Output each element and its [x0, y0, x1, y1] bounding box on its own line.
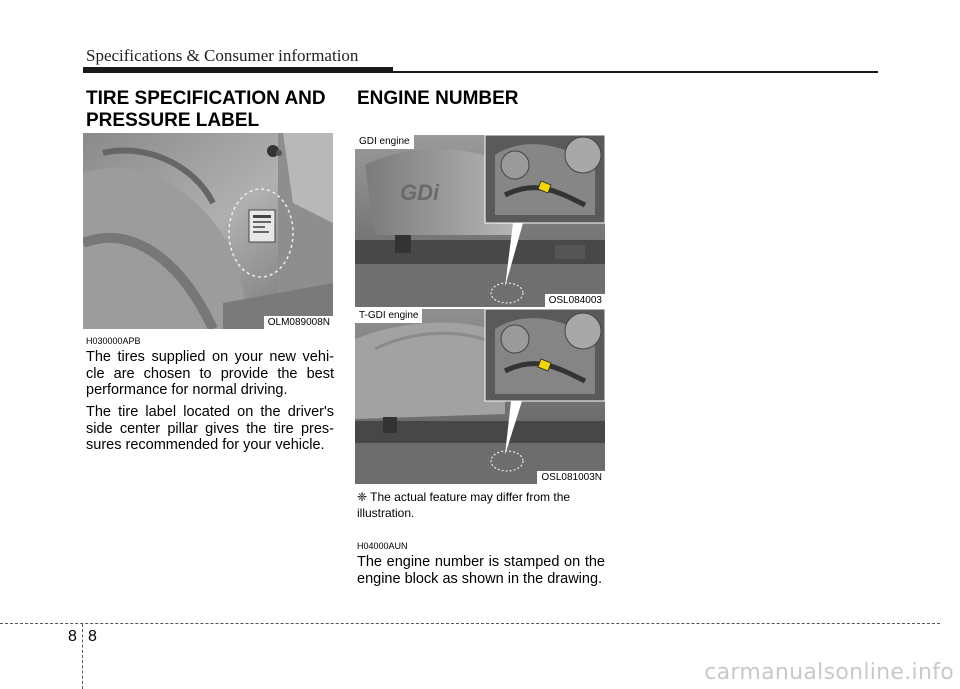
watermark: carmanualsonline.info	[704, 660, 954, 685]
engine-type-label: GDI engine	[355, 135, 414, 149]
photo-caption: OSL081003N	[537, 471, 605, 484]
header-rule-accent	[83, 67, 393, 72]
illustration-note: ❈ The actual feature may differ from the illustration.	[357, 490, 571, 520]
tgdi-engine-photo	[355, 309, 605, 484]
engine-type-label: T-GDI engine	[355, 309, 422, 323]
door-pillar-illustration	[83, 133, 333, 329]
tire-paragraph-2: The tire label located on the driver's side center pillar gives the tire pres-sures recommended for your vehicle.	[86, 404, 334, 453]
tire-paragraph-1: The tires supplied on your new vehi-cle are chosen to provide the best performance for normal driving.	[86, 349, 334, 398]
photo-caption: OLM089008N	[264, 316, 333, 329]
footer-rule	[0, 623, 940, 624]
engine-number-paragraph: The engine number is stamped on the engine block as shown in the drawing.	[357, 554, 605, 587]
tire-label-photo	[83, 133, 333, 329]
gdi-engine-photo	[355, 135, 605, 307]
page-section-number: 8	[68, 628, 77, 645]
photo-caption: OSL084003	[545, 294, 605, 307]
engine-number-heading: ENGINE NUMBER	[357, 88, 519, 109]
tire-label-heading: TIRE SPECIFICATION AND PRESSURE LABEL	[86, 88, 326, 131]
gdi-engine-illustration	[355, 135, 605, 307]
svg-text:GDi: GDi	[400, 180, 440, 205]
footer-divider	[82, 624, 83, 689]
page-header-title: Specifications & Consumer information	[86, 46, 359, 65]
section-code: H030000APB	[86, 336, 141, 346]
section-code: H04000AUN	[357, 541, 408, 551]
page-number: 8	[88, 628, 97, 645]
tgdi-engine-illustration	[355, 309, 605, 484]
